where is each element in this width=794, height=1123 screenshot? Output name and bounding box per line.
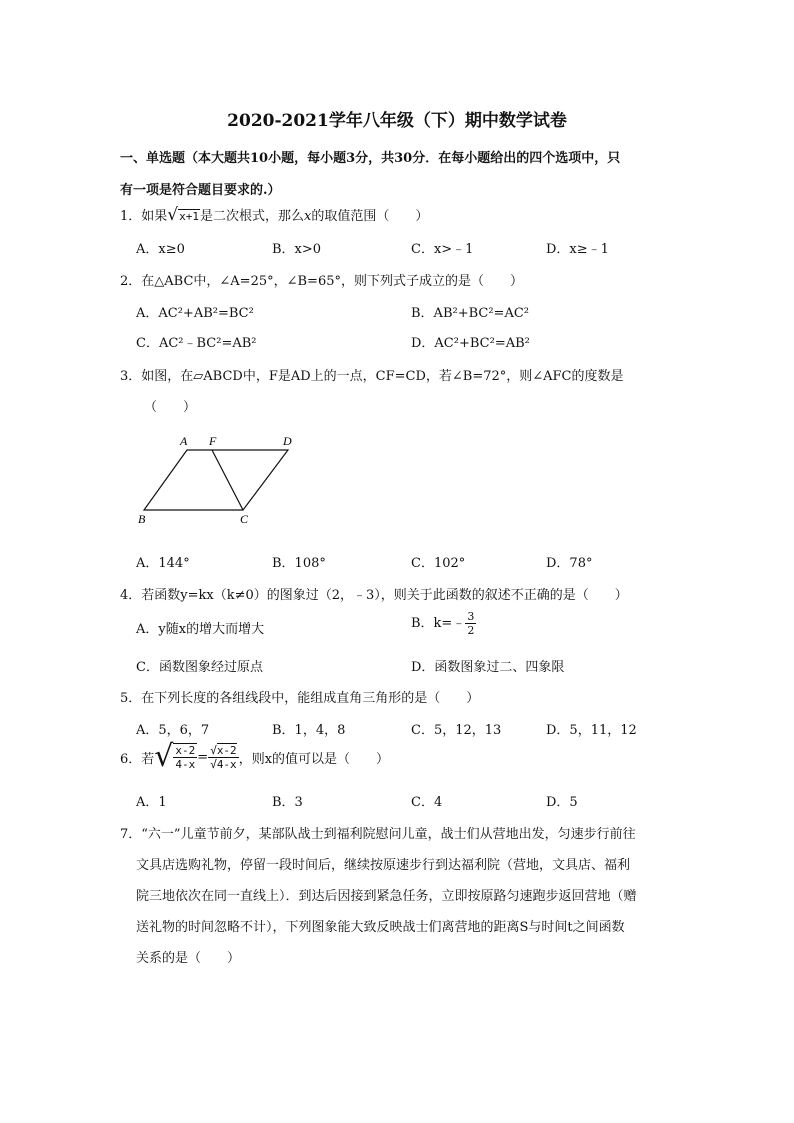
section-header-line2: 有一项是符合题目要求的.）: [120, 183, 281, 198]
question-1-tail: 的取值范围（ ）: [311, 209, 429, 224]
q2-option-a: A．AC²+AB²=BC²: [136, 306, 254, 321]
question-4: 4．若函数y=kx（k≠0）的图象过（2，﹣3），则关于此函数的叙述不正确的是（ ）: [120, 588, 628, 603]
question-1-post: 是二次根式，那么: [200, 209, 305, 224]
q4-option-b: [411, 610, 476, 637]
question-3: 3．如图，在▱ABCD中，F是AD上的一点，CF=CD，若∠B=72°，则∠AFC的度数是: [120, 369, 624, 384]
root-denominator: [208, 758, 239, 771]
q6-option-b: B．3: [272, 795, 303, 810]
equals-sign: =: [197, 749, 209, 765]
radicand: x+1: [179, 210, 200, 223]
question-6-number: 6．若: [120, 751, 155, 767]
question-1-pre: 如果: [141, 209, 168, 224]
radical-sign-icon: √: [154, 739, 174, 774]
parallelogram-figure: [130, 430, 310, 530]
question-7-line-1: 7．“六一”儿童节前夕，某部队战士到福利院慰问儿童，战士们从营地出发，匀速步行前往: [120, 827, 636, 842]
q5-option-c: C．5，12，13: [411, 723, 502, 738]
left-numerator: x-2: [175, 744, 196, 757]
question-6: [120, 739, 390, 774]
root-denominator-radicand: 4-x: [216, 757, 237, 771]
label-f: F: [209, 434, 217, 448]
q5-option-b: B．1，4，8: [272, 723, 346, 738]
q1-option-a: A．x≥0: [136, 242, 185, 257]
q2-option-b: B．AB²+BC²=AC²: [411, 306, 529, 321]
radical-sign-icon: √: [210, 757, 217, 771]
q4-option-c: C．函数图象经过原点: [136, 660, 263, 675]
q2-option-c: C．AC²﹣BC²=AB²: [136, 336, 257, 351]
question-6-tail: ，则x的值可以是（ ）: [238, 751, 390, 767]
q5-option-d: D．5，11，12: [546, 723, 637, 738]
q4-option-a: A．y随x的增大而增大: [136, 622, 265, 637]
section-header-line1: 一、单选题（本大题共10小题，每小题3分，共30分．在每小题给出的四个选项中，只: [120, 151, 621, 166]
fraction-three-halves: [465, 610, 476, 637]
question-1: [120, 205, 428, 225]
variable-x: x: [304, 209, 312, 224]
q1-option-d: D．x≥﹣1: [546, 242, 609, 257]
root-numerator-radicand: x-2: [216, 743, 237, 757]
q3-option-a: A．144°: [136, 556, 190, 571]
fraction-denominator: 2: [467, 624, 475, 637]
segment-fc: [212, 450, 243, 510]
q6-option-a: A．1: [136, 795, 167, 810]
q1-option-b: B．x>0: [272, 242, 322, 257]
sqrt-fraction-left: [173, 743, 197, 771]
sqrt-expression: [167, 205, 200, 225]
label-c: C: [240, 512, 249, 526]
q3-option-c: C．102°: [411, 556, 466, 571]
question-5: 5．在下列长度的各组线段中，能组成直角三角形的是（ ）: [120, 691, 480, 706]
question-7-line-3: 院三地依次在同一直线上）．到达后因接到紧急任务，立即按原路匀速跑步返回营地（赠: [136, 889, 637, 904]
question-3-bracket: （ ）: [144, 400, 197, 415]
question-7-line-5: 关系的是（ ）: [136, 951, 241, 966]
fraction-numerator: 3: [467, 610, 475, 623]
label-d: D: [283, 434, 292, 448]
q4-option-b-prefix: B．k=﹣: [411, 616, 466, 631]
label-b: B: [138, 512, 146, 526]
q1-option-c: C．x>﹣1: [411, 242, 474, 257]
label-a: A: [180, 434, 188, 448]
radical-sign-icon: √: [167, 205, 179, 225]
q2-option-d: D．AC²+BC²=AB²: [411, 336, 530, 351]
page-title: 2020-2021学年八年级（下）期中数学试卷: [227, 111, 567, 131]
q3-option-d: D．78°: [546, 556, 593, 571]
q4-option-d: D．函数图象过二、四象限: [411, 660, 565, 675]
question-7-line-4: 送礼物的时间忽略不计），下列图象能大致反映战士们离营地的距离S与时间t之间函数: [136, 920, 625, 935]
question-7-line-2: 文具店选购礼物，停留一段时间后，继续按原速步行到达福利院（营地，文具店、福利: [136, 858, 631, 873]
fraction-of-roots: [208, 744, 239, 771]
root-numerator: [208, 744, 239, 758]
question-2: 2．在△ABC中，∠A=25°，∠B=65°，则下列式子成立的是（ ）: [120, 274, 523, 289]
q6-option-c: C．4: [411, 795, 443, 810]
q5-option-a: A．5，6，7: [136, 723, 210, 738]
left-denominator: 4-x: [175, 758, 196, 771]
q6-option-d: D．5: [546, 795, 578, 810]
question-1-number: 1．: [120, 209, 142, 224]
radical-sign-icon: √: [210, 743, 217, 757]
q3-option-b: B．108°: [272, 556, 326, 571]
